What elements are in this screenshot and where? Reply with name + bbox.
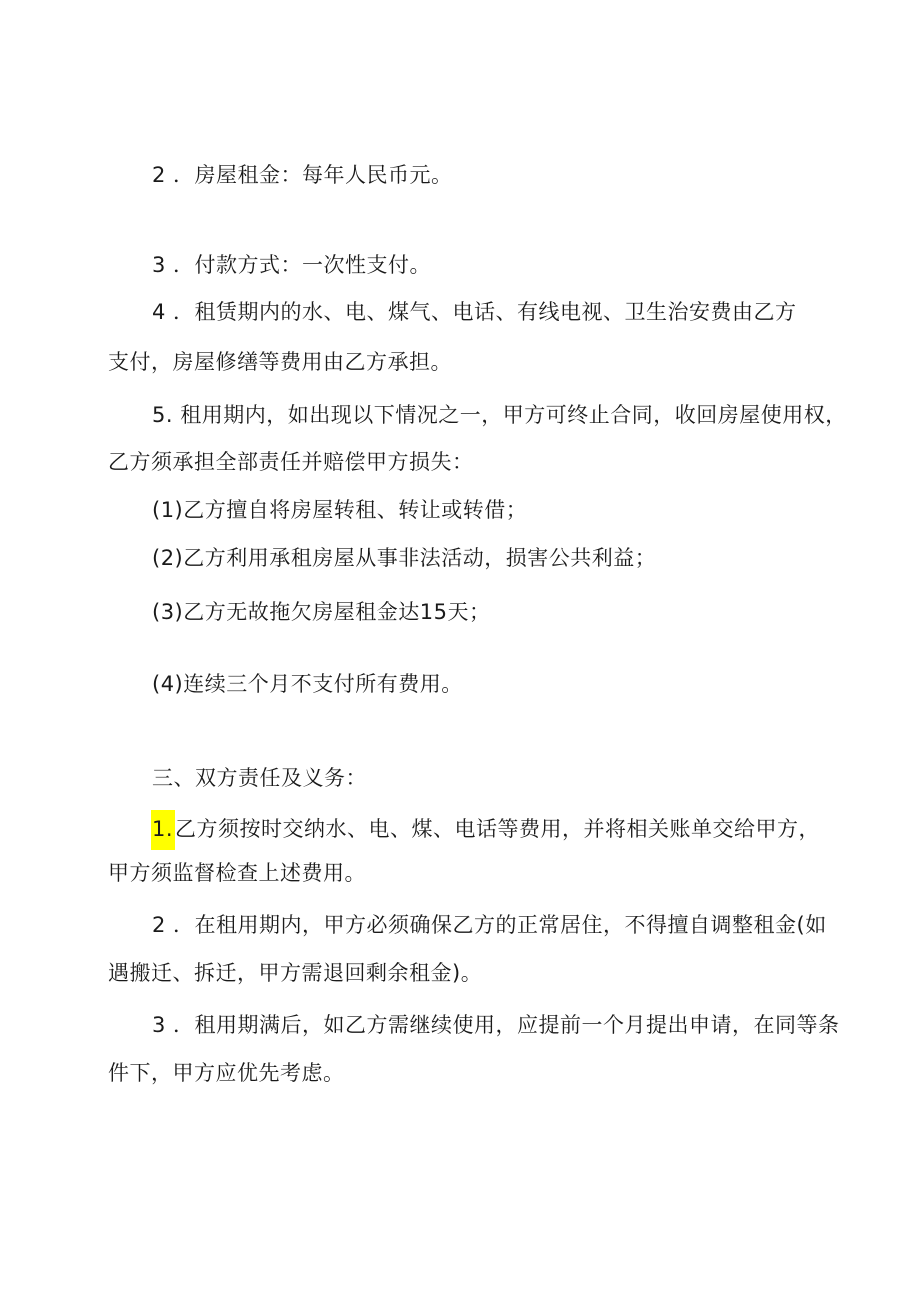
payment-clause: 3 ．付款方式：一次性支付。 bbox=[152, 253, 432, 277]
termination-condition-4: (4)连续三个月不支付所有费用。 bbox=[152, 672, 463, 696]
duty-3-line1: 3 ．租用期满后，如乙方需继续使用，应提前一个月提出申请，在同等条 bbox=[152, 1013, 840, 1037]
highlighted-number: 1. bbox=[151, 810, 175, 850]
termination-condition-3: (3)乙方无故拖欠房屋租金达15天； bbox=[152, 600, 491, 624]
duty-1-line1 bbox=[152, 810, 820, 850]
duty-1-text: 乙方须按时交纳水、电、煤、电话等费用，并将相关账单交给甲方， bbox=[175, 817, 821, 841]
utilities-clause-line1: 4 ．租赁期内的水、电、煤气、电话、有线电视、卫生治安费由乙方 bbox=[152, 300, 797, 324]
duty-2-line1: 2 ．在租用期内，甲方必须确保乙方的正常居住，不得擅自调整租金(如 bbox=[152, 913, 827, 937]
duty-1-line2: 甲方须监督检查上述费用。 bbox=[108, 861, 366, 885]
duty-2-line2: 遇搬迁、拆迁，甲方需退回剩余租金)。 bbox=[108, 961, 483, 985]
rent-clause: 2 ．房屋租金：每年人民币元。 bbox=[152, 163, 453, 187]
section-heading-duties: 三、双方责任及义务： bbox=[152, 766, 367, 790]
duty-3-line2: 件下，甲方应优先考虑。 bbox=[108, 1061, 345, 1085]
utilities-clause-line2: 支付，房屋修缮等费用由乙方承担。 bbox=[108, 350, 452, 374]
termination-clause-line2: 乙方须承担全部责任并赔偿甲方损失： bbox=[108, 450, 474, 474]
termination-clause-line1: 5. 租用期内，如出现以下情况之一，甲方可终止合同，收回房屋使用权， bbox=[152, 403, 847, 427]
termination-condition-1: (1)乙方擅自将房屋转租、转让或转借； bbox=[152, 498, 528, 522]
termination-condition-2: (2)乙方利用承租房屋从事非法活动，损害公共利益； bbox=[152, 546, 657, 570]
